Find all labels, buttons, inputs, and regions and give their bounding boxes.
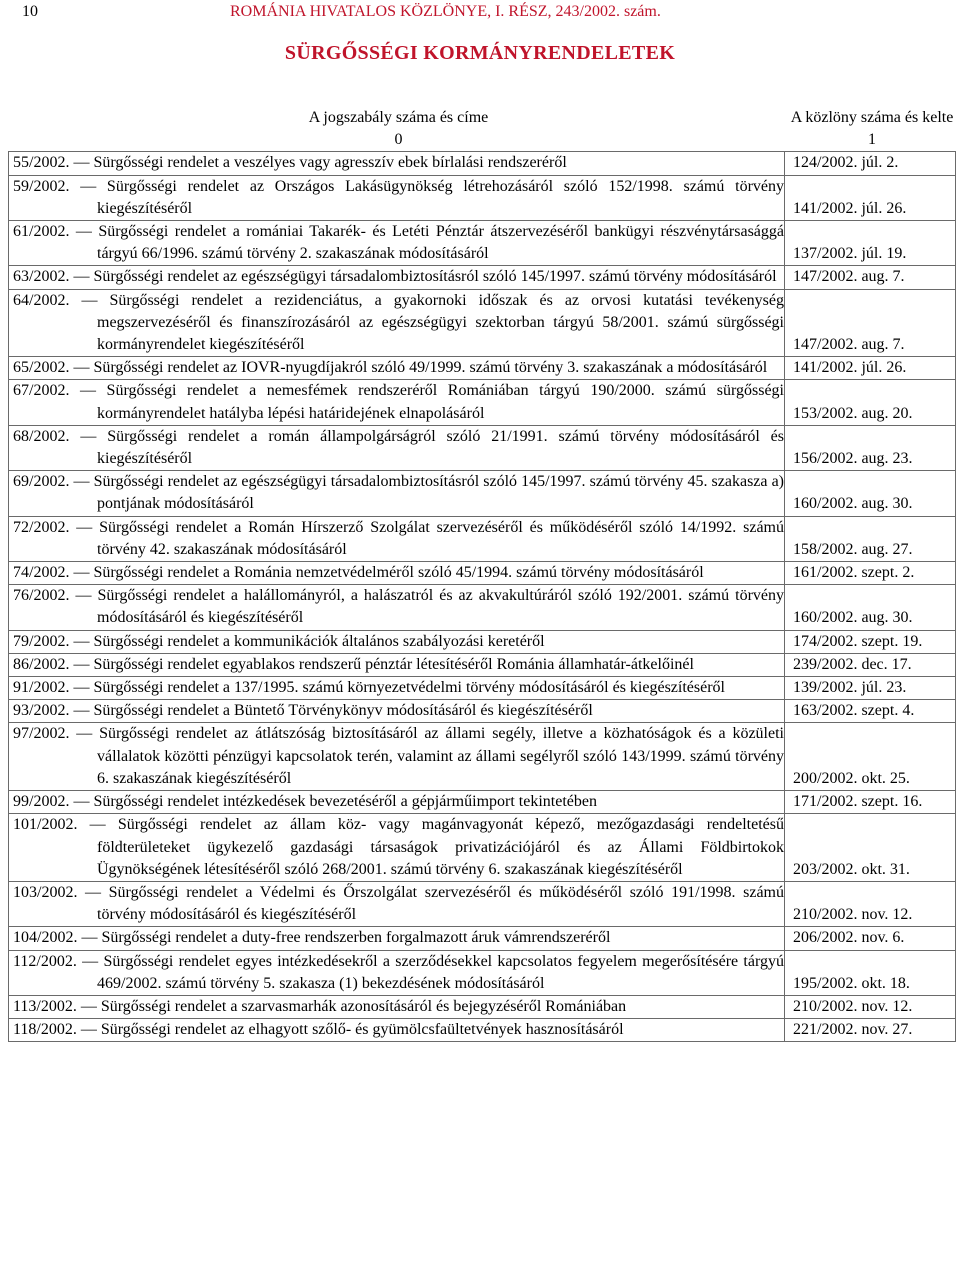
gazette-cell: 160/2002. aug. 30. [785,585,956,630]
table-row [9,950,956,995]
ordinance-number: 63/2002. [13,268,70,286]
ordinance-text: — Sürgősségi rendelet az egészségügyi társadalombiztosításról szóló 145/1997. számú törvény 45. szakasza a) pontjának módosításáról [69,473,784,513]
gazette-cell: 206/2002. nov. 6. [785,927,956,950]
table-row [9,221,956,266]
ordinance-number: 64/2002. [13,291,70,309]
ordinance-number: 113/2002. [13,997,77,1015]
section-title: SÜRGŐSSÉGI KORMÁNYRENDELETEK [284,42,676,64]
table-row [9,630,956,653]
ordinance-text: — Sürgősségi rendelet az elhagyott szőlő- és gyümölcsfaültetvények hasznosításáról [76,1021,624,1039]
ordinance-text: — Sürgősségi rendelet a halállományról, a halászatról és az akvakultúráról szóló 192/2001. számú törvény módosításáról és kiegészítéséről [69,587,784,627]
ordinances-table [8,103,956,1042]
gazette-cell: 239/2002. dec. 17. [785,653,956,676]
ordinance-number: 97/2002. [13,725,70,743]
ordinance-text: — Sürgősségi rendelet intézkedések bevezetéséről a gépjárműimport tekintetében [69,793,597,811]
gazette-cell: 124/2002. júl. 2. [785,152,956,175]
ordinance-number: 79/2002. [13,632,70,650]
ordinance-text: — Sürgősségi rendelet a rezidenciátus, a gyakornoki időszak és az orvosi kutatási tevékenység megszervezéséről és finanszírozásáról az egészségügyi szektorban tárgyú 58/2001. számú sürgősségi kormányrendelet kiegészítéséről [69,291,784,354]
ordinance-number: 86/2002. [13,655,70,673]
ordinance-number: 103/2002. [13,883,78,901]
table-row [9,677,956,700]
table-row [9,380,956,425]
ordinance-text: — Sürgősségi rendelet a Védelmi és Őrszolgálat szervezéséről és működéséről szóló 191/1998. számú törvény módosításáról és kiegészítéséről [77,883,784,924]
table-row [9,995,956,1018]
table-row [9,175,956,220]
ordinance-title-cell [9,995,785,1018]
gazette-cell: 195/2002. okt. 18. [785,950,956,995]
ordinance-number: 65/2002. [13,359,70,377]
ordinance-number: 93/2002. [13,702,70,720]
ordinance-number: 69/2002. [13,473,70,491]
gazette-cell: 160/2002. aug. 30. [785,471,956,516]
gazette-cell: 158/2002. aug. 27. [785,516,956,561]
table-row [9,562,956,585]
gazette-cell: 161/2002. szept. 2. [785,562,956,585]
ordinance-text: — Sürgősségi rendelet az Országos Lakásügynökség létrehozásáról szóló 152/1998. számú törvény kiegészítéséről [69,177,784,217]
ordinance-text: — Sürgősségi rendelet egyes intézkedésekről a szerződésekkel kapcsolatos fegyelem megerősítésére tárgyú 469/2002. számú törvény 5. szakasza (1) bekezdésének módosításáról [76,952,784,992]
ordinance-title-cell [9,950,785,995]
ordinance-title-cell [9,175,785,220]
ordinance-title-cell [9,471,785,516]
table-row [9,791,956,814]
ordinance-number: 91/2002. [13,679,70,697]
ordinance-title-cell [9,630,785,653]
table-row [9,1019,956,1042]
ordinance-title-cell [9,289,785,357]
ordinance-title-cell [9,791,785,814]
gazette-cell: 141/2002. júl. 26. [785,175,956,220]
table-row [9,814,956,882]
table-row [9,927,956,950]
column-index-1: 1 [868,131,876,149]
ordinance-number: 68/2002. [13,427,70,445]
column-header-gazette: A közlöny száma és kelte [790,109,954,126]
ordinance-text: — Sürgősségi rendelet a 137/1995. számú környezetvédelmi törvény módosításáról és kiegészítéséről [69,679,725,697]
table-row [9,289,956,357]
ordinance-number: 61/2002. [13,223,70,241]
ordinance-text: — Sürgősségi rendelet a duty-free rendszerben forgalmazott áruk vámrendszeréről [77,929,611,947]
ordinance-title-cell [9,516,785,561]
ordinance-title-cell [9,1019,785,1042]
ordinance-title-cell [9,221,785,266]
gazette-cell: 203/2002. okt. 31. [785,814,956,882]
gazette-cell: 141/2002. júl. 26. [785,357,956,380]
ordinance-title-cell [9,653,785,676]
gazette-cell: 139/2002. júl. 23. [785,677,956,700]
ordinance-number: 118/2002. [13,1021,77,1039]
ordinance-title-cell [9,881,785,926]
table-row [9,516,956,561]
ordinance-text: — Sürgősségi rendelet a Románia nemzetvédelméről szóló 45/1994. számú törvény módosításáról [69,564,704,582]
gazette-cell: 200/2002. okt. 25. [785,723,956,791]
page-number: 10 [22,3,38,20]
ordinance-text: — Sürgősségi rendelet a kommunikációk általános szabályozási keretéről [69,632,545,650]
table-row [9,266,956,289]
table-row [9,881,956,926]
gazette-cell: 147/2002. aug. 7. [785,289,956,357]
ordinance-number: 99/2002. [13,793,70,811]
table-row [9,152,956,175]
ordinance-text: — Sürgősségi rendelet a Büntető Törvénykönyv módosításáról és kiegészítéséről [69,702,593,720]
gazette-cell: 147/2002. aug. 7. [785,266,956,289]
ordinance-title-cell [9,585,785,630]
gazette-cell: 210/2002. nov. 12. [785,995,956,1018]
ordinance-text: — Sürgősségi rendelet az állam köz- vagy magánvagyonát képező, mezőgazdasági rendeltetésű földterületeket ügykezelő gazdasági társaságok privatizációjáról és az Állami Földbirtokok Ügynökségének létesítéséről szóló 268/2001. számú törvény 6. szakaszának kiegészítéséről [77,816,784,878]
ordinance-number: 74/2002. [13,564,70,582]
table-row [9,723,956,791]
running-header: ROMÁNIA HIVATALOS KÖZLÖNYE, I. RÉSZ, 243/2002. szám. [230,3,661,20]
ordinance-number: 72/2002. [13,518,70,536]
gazette-cell: 156/2002. aug. 23. [785,425,956,470]
column-header-title: A jogszabály száma és címe [308,109,489,126]
table-row [9,700,956,723]
ordinance-text: — Sürgősségi rendelet a Román Hírszerző Szolgálat szervezéséről és működéséről szóló 14/1992. számú törvény 42. szakaszának módosításáról [69,518,784,558]
ordinance-title-cell [9,425,785,470]
table-row [9,653,956,676]
ordinance-text: — Sürgősségi rendelet a román állampolgárságról szóló 21/1991. számú törvény módosításáról és kiegészítéséről [69,427,784,468]
gazette-cell: 137/2002. júl. 19. [785,221,956,266]
ordinance-title-cell [9,700,785,723]
table-row [9,357,956,380]
gazette-cell: 171/2002. szept. 16. [785,791,956,814]
ordinance-title-cell [9,677,785,700]
ordinance-text: — Sürgősségi rendelet az átlátszóság biztosításáról az állami segély, illetve a közhatóságok és a közületi vállalatok közötti pénzügyi kapcsolatok terén, valamint az állami segélyről szóló 143/1999. számú törvény 6. szakaszának kiegészítéséről [69,725,784,787]
table-row [9,425,956,470]
table-row [9,471,956,516]
ordinance-number: 101/2002. [13,816,78,834]
ordinance-title-cell [9,152,785,175]
table-row [9,585,956,630]
ordinance-title-cell [9,562,785,585]
ordinance-text: — Sürgősségi rendelet az egészségügyi társadalombiztosításról szóló 145/1997. számú törvény módosításáról [69,268,777,286]
ordinance-number: 55/2002. [13,154,70,172]
gazette-cell: 174/2002. szept. 19. [785,630,956,653]
ordinance-title-cell [9,380,785,425]
ordinance-title-cell [9,814,785,882]
ordinance-number: 67/2002. [13,382,70,400]
ordinance-text: — Sürgősségi rendelet a nemesfémek rendszeréről Romániában tárgyú 190/2000. számú sürgősségi kormányrendelet hatályba lépési határidejének elnapolásáról [69,382,784,422]
ordinance-text: — Sürgősségi rendelet a romániai Takarék- és Letéti Pénztár átszervezéséről bankügyi részvénytársasággá tárgyú 66/1996. számú törvény 2. szakaszának módosításáról [69,223,784,263]
ordinance-title-cell [9,357,785,380]
table-header [9,103,956,152]
ordinance-title-cell [9,266,785,289]
ordinance-text: — Sürgősségi rendelet az IOVR-nyugdíjakról szóló 49/1999. számú törvény 3. szakaszának a módosításáról [69,359,768,377]
ordinance-number: 59/2002. [13,177,70,195]
ordinance-text: — Sürgősségi rendelet egyablakos rendszerű pénztár létesítéséről Románia államhatár-átkelőinél [69,655,694,673]
table-body [9,152,956,1042]
ordinance-title-cell [9,723,785,791]
ordinance-number: 112/2002. [13,952,77,970]
ordinance-number: 104/2002. [13,929,78,947]
column-index-0: 0 [394,131,403,149]
ordinance-text: — Sürgősségi rendelet a szarvasmarhák azonosításáról és bejegyzéséről Romániában [76,997,627,1015]
gazette-cell: 153/2002. aug. 20. [785,380,956,425]
gazette-cell: 210/2002. nov. 12. [785,881,956,926]
page-header [0,3,960,27]
ordinance-title-cell [9,927,785,950]
ordinance-number: 76/2002. [13,587,70,605]
ordinance-text: — Sürgősségi rendelet a veszélyes vagy agresszív ebek bírlalási rendszeréről [69,154,567,172]
gazette-cell: 221/2002. nov. 27. [785,1019,956,1042]
gazette-cell: 163/2002. szept. 4. [785,700,956,723]
